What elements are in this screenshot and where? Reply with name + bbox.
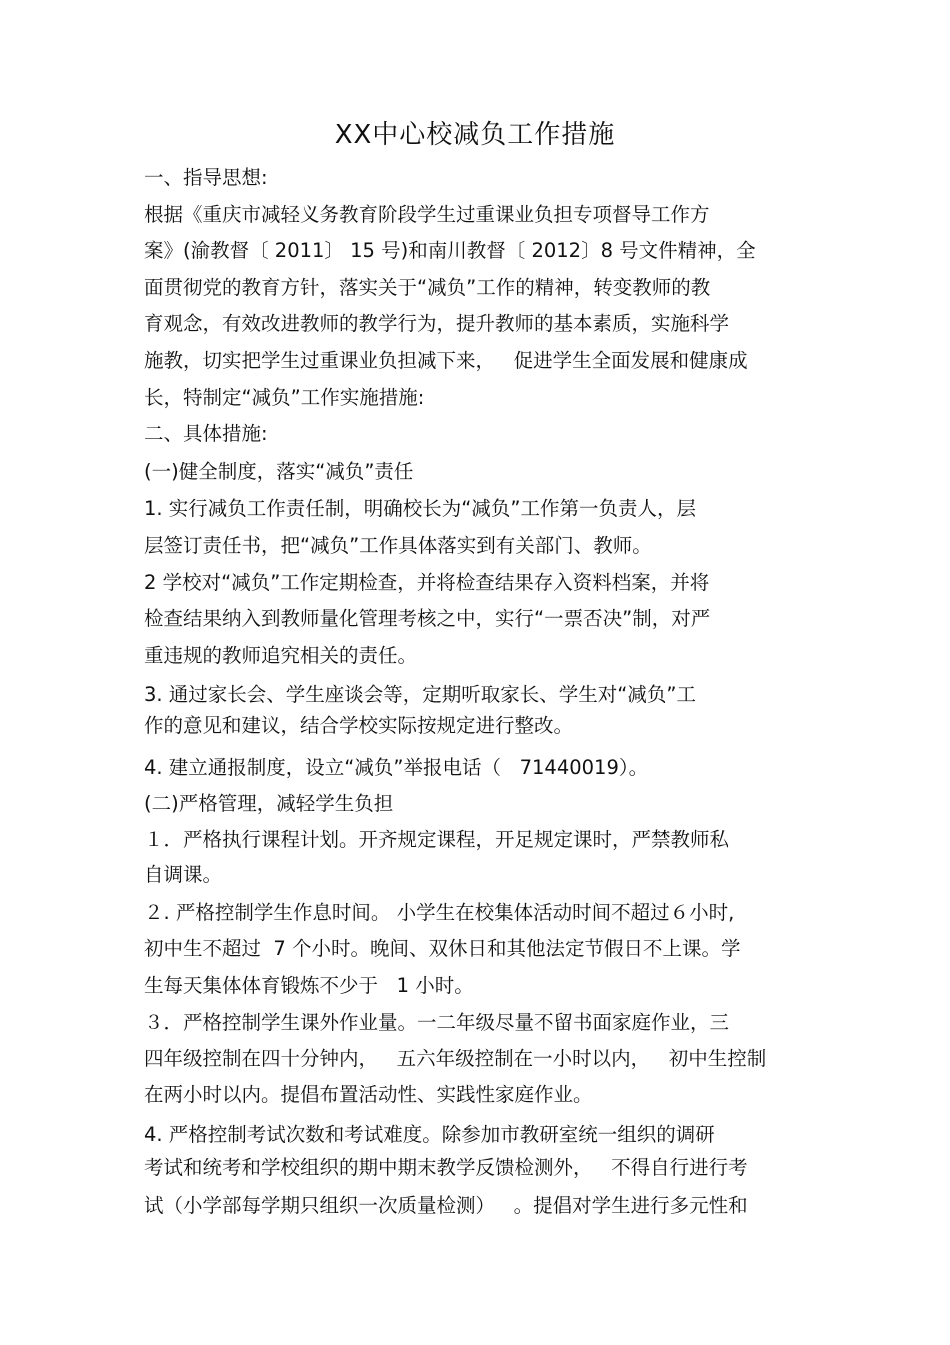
text-line: 4. 建立通报制度，设立“减负”举报电话（ 71440019）。: [144, 756, 649, 779]
text-line: ３．严格控制学生课外作业量。一二年级尽量不留书面家庭作业，三: [144, 1011, 730, 1034]
text-line: 考试和统考和学校组织的期中期末教学反馈检测外， 不得自行进行考: [144, 1156, 748, 1179]
text-line: 一、指导思想:: [144, 166, 268, 189]
document-title: XX中心校减负工作措施: [334, 120, 616, 150]
text-line: ２. 严格控制学生作息时间。 小学生在校集体活动时间不超过６小时,: [144, 901, 735, 924]
text-line: 层签订责任书，把“减负”工作具体落实到有关部门、教师。: [144, 534, 652, 557]
text-line: 重违规的教师追究相关的责任。: [144, 644, 418, 667]
text-line: 检查结果纳入到教师量化管理考核之中，实行“一票否决”制，对严: [144, 607, 711, 630]
text-line: 长，特制定“减负”工作实施措施:: [144, 386, 425, 409]
text-line: 初中生不超过 7 个小时。晚间、双休日和其他法定节假日不上课。学: [144, 937, 741, 960]
text-line: (一)健全制度，落实“减负”责任: [144, 460, 414, 483]
text-line: (二)严格管理，减轻学生负担: [144, 792, 394, 815]
text-line: 试（小学部每学期只组织一次质量检测） 。提倡对学生进行多元性和: [144, 1194, 748, 1217]
text-line: 根据《重庆市减轻义务教育阶段学生过重课业负担专项督导工作方: [144, 203, 710, 226]
text-line: 施教，切实把学生过重课业负担减下来， 促进学生全面发展和健康成: [144, 349, 748, 372]
text-line: 四年级控制在四十分钟内， 五六年级控制在一小时以内， 初中生控制: [144, 1047, 767, 1070]
text-line: １．严格执行课程计划。开齐规定课程，开足规定课时，严禁教师私: [144, 828, 730, 851]
text-line: 4. 严格控制考试次数和考试难度。除参加市教研室统一组织的调研: [144, 1123, 715, 1146]
text-line: 面贯彻党的教育方针，落实关于“减负”工作的精神，转变教师的教: [144, 276, 711, 299]
text-line: 案》(渝教督〔 2011〕 15 号)和南川教督〔 2012〕8 号文件精神，全: [144, 239, 756, 262]
text-line: 二、具体措施:: [144, 422, 268, 445]
text-line: 生每天集体体育锻炼不少于 1 小时。: [144, 974, 474, 997]
text-line: 育观念，有效改进教师的教学行为，提升教师的基本素质，实施科学: [144, 312, 730, 335]
text-line: 2 学校对“减负”工作定期检查，并将检查结果存入资料档案，并将: [144, 571, 710, 594]
text-line: 自调课。: [144, 863, 223, 886]
text-line: 1. 实行减负工作责任制，明确校长为“减负”工作第一负责人，层: [144, 497, 697, 520]
text-line: 3. 通过家长会、学生座谈会等，定期听取家长、学生对“减负”工: [144, 683, 697, 706]
text-line: 在两小时以内。提倡布置活动性、实践性家庭作业。: [144, 1083, 593, 1106]
text-line: 作的意见和建议，结合学校实际按规定进行整改。: [144, 714, 574, 737]
